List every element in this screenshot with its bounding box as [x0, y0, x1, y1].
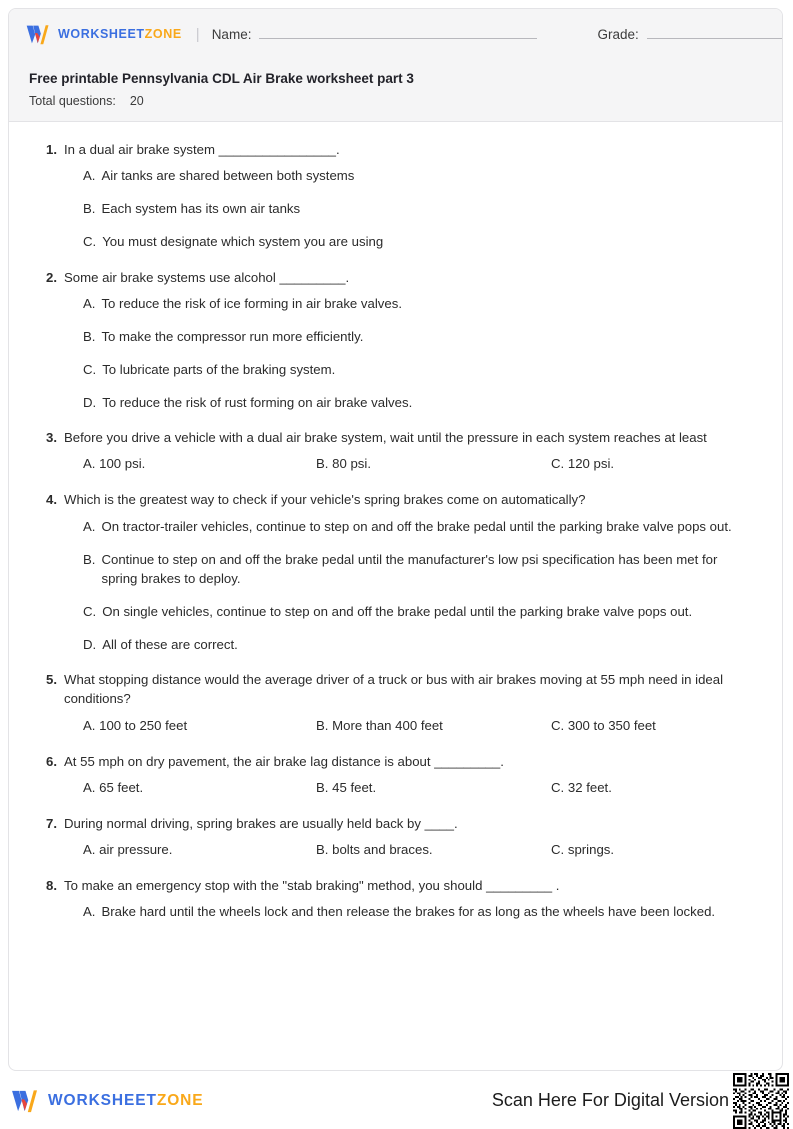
option-text: springs. [567, 841, 615, 857]
question-number: 4. [46, 492, 57, 508]
footer-wordmark [48, 1092, 204, 1110]
question-text: Which is the greatest way to check if your vehicle's spring brakes come on automatically? [64, 492, 586, 508]
option-choice[interactable] [83, 635, 756, 654]
option-letter: C. [551, 717, 565, 733]
option-letter: C. [83, 361, 97, 377]
question-text: Before you drive a vehicle with a dual air brake system, wait until the pressure in each system reaches at least [64, 430, 707, 446]
option-text: On single vehicles, continue to step on and off the brake pedal until the parking brake valve pops out. [102, 603, 693, 619]
total-questions-value: 20 [129, 94, 144, 108]
option-choice[interactable] [551, 840, 614, 859]
option-text: bolts and braces. [332, 841, 433, 857]
question-line [35, 490, 756, 509]
option-text: To reduce the risk of rust forming on air brake valves. [102, 395, 413, 411]
option-text: All of these are correct. [102, 637, 238, 653]
question-block [35, 670, 756, 735]
questions-list [9, 122, 782, 947]
option-choice[interactable] [83, 327, 756, 346]
option-letter: B. [316, 456, 329, 472]
option-choice[interactable] [316, 778, 376, 797]
question-number: 2. [46, 269, 57, 285]
option-choice[interactable] [83, 550, 756, 588]
option-text: 100 psi. [99, 456, 146, 472]
option-letter: A. [83, 518, 96, 534]
option-letter: C. [83, 234, 97, 250]
options-row [83, 716, 756, 736]
total-questions-label: Total questions: [29, 94, 116, 108]
option-letter: A. [83, 456, 96, 472]
question-number: 5. [46, 672, 57, 688]
option-letter: D. [83, 637, 97, 653]
option-text: 80 psi. [332, 456, 371, 472]
option-letter: B. [316, 717, 329, 733]
question-text: At 55 mph on dry pavement, the air brake lag distance is about _________. [64, 753, 504, 769]
question-number: 8. [46, 877, 57, 893]
option-text: Air tanks are shared between both systems [101, 168, 355, 184]
question-block [35, 140, 756, 252]
question-line [35, 814, 756, 833]
question-text: In a dual air brake system ________________. [64, 142, 340, 157]
option-letter: B. [83, 201, 96, 217]
option-choice[interactable] [83, 778, 143, 797]
name-field[interactable] [212, 26, 538, 42]
option-text: 65 feet. [99, 779, 144, 795]
option-letter: C. [551, 779, 565, 795]
option-text: Each system has its own air tanks [101, 201, 301, 217]
brand-wordmark-first: WORKSHEET [58, 27, 145, 41]
option-choice[interactable] [83, 199, 756, 218]
options-group [35, 716, 756, 736]
option-text: Brake hard until the wheels lock and then release the brakes for as long as the wheels have been locked. [101, 903, 716, 919]
header-top-row [9, 9, 782, 43]
question-block [35, 814, 756, 860]
question-block [35, 752, 756, 798]
grade-field-label: Grade: [597, 27, 639, 42]
question-number: 1. [46, 142, 57, 157]
option-letter: A. [83, 841, 96, 857]
scan-here-text: Scan Here For Digital Version [491, 1090, 729, 1110]
name-field-rule[interactable] [259, 26, 537, 39]
option-choice[interactable] [83, 517, 756, 536]
option-text: To make the compressor run more efficiently. [101, 328, 364, 344]
option-letter: C. [551, 841, 565, 857]
footer-brand [10, 1089, 204, 1113]
option-choice[interactable] [83, 360, 756, 379]
option-text: Continue to step on and off the brake pedal until the manufacturer's low psi specification has been met for spring brakes to deploy. [101, 551, 718, 586]
question-line [35, 876, 756, 895]
option-text: 120 psi. [567, 456, 615, 472]
option-letter: D. [83, 395, 97, 411]
option-text: More than 400 feet [332, 717, 443, 733]
option-text: 45 feet. [332, 779, 377, 795]
option-text: 32 feet. [567, 779, 612, 795]
question-line [35, 140, 756, 159]
option-text: To lubricate parts of the braking system. [102, 361, 336, 377]
option-letter: A. [83, 903, 96, 919]
question-text: What stopping distance would the average driver of a truck or bus with air brakes moving at 55 mph need in ideal conditions? [64, 672, 724, 707]
worksheet-zone-logo-icon [10, 1089, 40, 1113]
option-letter: C. [551, 456, 565, 472]
name-field-label: Name: [211, 27, 252, 42]
option-choice[interactable] [83, 166, 756, 185]
option-choice[interactable] [83, 454, 145, 473]
question-line [35, 670, 756, 708]
footer-scan-area [492, 1073, 789, 1129]
options-group [35, 517, 756, 655]
option-choice[interactable] [83, 602, 756, 621]
option-choice[interactable] [551, 716, 656, 735]
options-row [83, 840, 756, 860]
options-group [35, 778, 756, 798]
options-group [35, 294, 756, 413]
question-block [35, 490, 756, 654]
option-letter: A. [83, 717, 96, 733]
option-text: 300 to 350 feet [567, 717, 656, 733]
option-choice[interactable] [83, 232, 756, 251]
option-letter: B. [316, 779, 329, 795]
worksheet-header [9, 9, 782, 122]
option-choice[interactable] [551, 778, 612, 797]
qr-code-icon[interactable] [733, 1073, 789, 1129]
option-text: To reduce the risk of ice forming in air brake valves. [101, 295, 402, 311]
option-choice[interactable] [551, 454, 614, 473]
option-choice[interactable] [316, 454, 371, 473]
options-group [35, 840, 756, 860]
option-choice[interactable] [83, 393, 756, 412]
option-choice[interactable] [83, 902, 756, 921]
option-letter: A. [83, 779, 96, 795]
header-divider: | [195, 25, 200, 43]
worksheet-zone-logo-icon [25, 24, 51, 45]
question-line [35, 752, 756, 771]
options-group [35, 902, 756, 921]
question-line [35, 428, 756, 447]
grade-field-rule[interactable] [647, 26, 783, 39]
option-choice[interactable] [83, 294, 756, 313]
footer-wordmark-second: ZONE [156, 1091, 204, 1109]
option-letter: B. [316, 841, 329, 857]
worksheet-card [8, 8, 783, 1071]
options-group [35, 166, 756, 251]
worksheet-title: Free printable Pennsylvania CDL Air Brake worksheet part 3 [29, 71, 414, 86]
brand-wordmark-second: ZONE [144, 27, 182, 41]
question-number: 7. [46, 815, 57, 831]
option-text: 100 to 250 feet [99, 717, 188, 733]
option-text: On tractor-trailer vehicles, continue to step on and off the brake pedal until the parking brake valve pops out. [101, 518, 732, 534]
option-letter: A. [83, 168, 96, 184]
brand-wordmark [58, 27, 182, 41]
question-block [35, 268, 756, 413]
footer-wordmark-first: WORKSHEET [48, 1091, 157, 1109]
option-choice[interactable] [83, 840, 172, 859]
question-number: 6. [46, 753, 57, 769]
options-group [35, 454, 756, 474]
question-text: During normal driving, spring brakes are usually held back by ____. [64, 815, 458, 831]
options-row [83, 778, 756, 798]
question-block [35, 876, 756, 921]
question-line [35, 268, 756, 287]
option-text: You must designate which system you are using [102, 234, 384, 250]
grade-field[interactable] [597, 26, 783, 42]
question-text: To make an emergency stop with the "stab braking" method, you should _________ . [64, 877, 560, 893]
option-choice[interactable] [316, 716, 443, 735]
page-footer [0, 1079, 793, 1122]
question-number: 3. [46, 430, 57, 446]
option-letter: B. [83, 328, 96, 344]
question-block [35, 428, 756, 474]
option-choice[interactable] [83, 716, 187, 735]
options-row [83, 454, 756, 474]
total-questions [29, 94, 144, 108]
option-text: air pressure. [99, 841, 173, 857]
option-letter: A. [83, 295, 96, 311]
question-text: Some air brake systems use alcohol _________. [64, 269, 350, 285]
option-letter: C. [83, 603, 97, 619]
option-choice[interactable] [316, 840, 433, 859]
option-letter: B. [83, 551, 96, 567]
